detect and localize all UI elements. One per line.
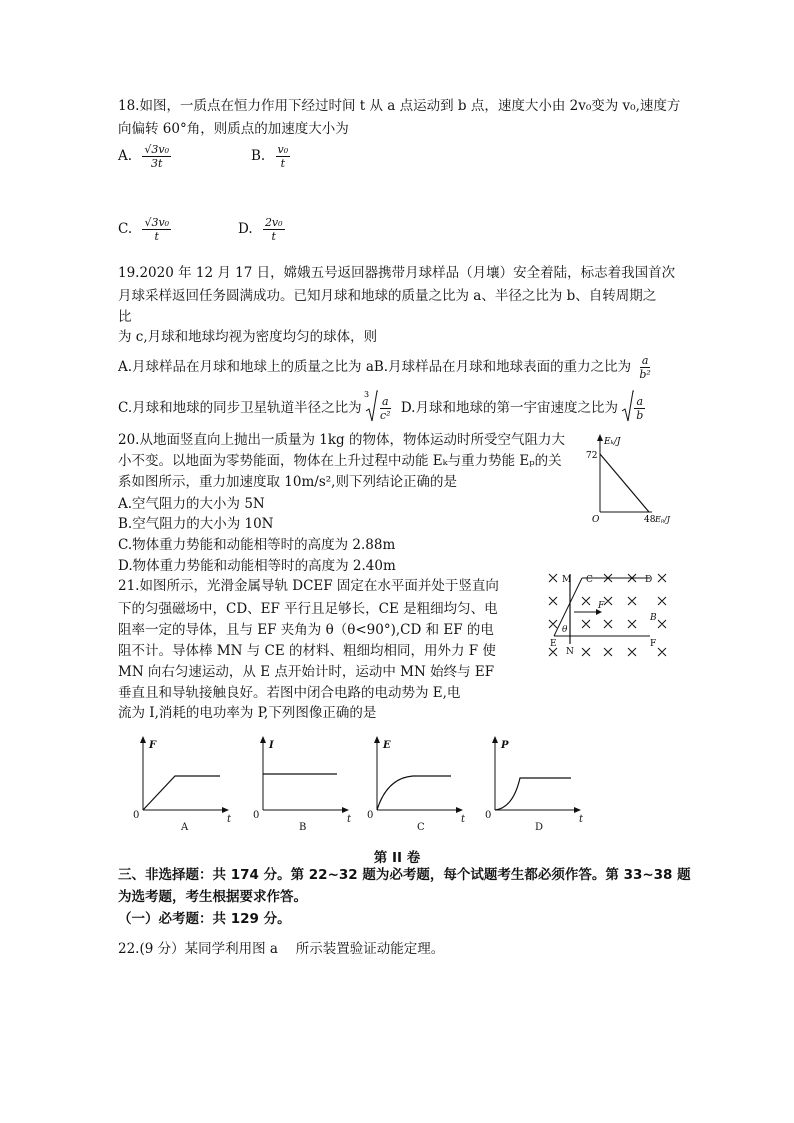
q21-line5: MN 向右匀速运动，从 E 点开始计时，运动中 MN 始终与 EF <box>118 664 495 680</box>
q21-answer-graphs <box>125 728 605 836</box>
q20-option-d: D.物体重力势能和动能相等时的高度为 2.40m <box>118 558 396 574</box>
svg-text:0: 0 <box>133 810 140 821</box>
section-title: 第 II 卷 <box>373 850 421 866</box>
q21-line3: 阻率一定的导体，且与 EF 夹角为 θ（θ<90°),CD 和 EF 的电 <box>118 622 494 638</box>
q21-line7: 流为 I,消耗的电功率为 P,下列图像正确的是 <box>118 705 377 721</box>
q18-option-b: B. $\frac{\text{v₀}}{t}$ <box>251 143 289 170</box>
q18-option-a: A. $\frac{\text{√3v₀}}{3t}$ <box>118 143 169 170</box>
svg-text:3: 3 <box>363 390 370 399</box>
svg-text:B: B <box>299 822 307 833</box>
svg-text:F: F <box>149 740 157 751</box>
q19-line3: 比 <box>118 309 132 325</box>
svg-text:t: t <box>579 814 584 825</box>
q20-ek-ep-graph <box>582 432 682 524</box>
svg-text:72: 72 <box>586 451 598 461</box>
q21-line2: 下的匀强磁场中，CD、EF 平行且足够长，CE 是粗细均匀、电 <box>118 601 498 617</box>
svg-text:I: I <box>269 740 274 751</box>
svg-text:C: C <box>417 822 425 833</box>
svg-text:48: 48 <box>644 515 656 524</box>
q19-line2: 月球采样返回任务圆满成功。已知月球和地球的质量之比为 a、半径之比为 b、自转周期之 <box>118 288 657 304</box>
svg-text:M: M <box>562 575 572 585</box>
svg-text:E: E <box>383 740 391 751</box>
svg-text:E: E <box>550 639 557 649</box>
svg-text:P: P <box>501 740 509 751</box>
q20-line1: 20.从地面竖直向上抛出一质量为 1kg 的物体，物体运动时所受空气阻力大 <box>118 432 565 448</box>
svg-text:t: t <box>347 814 352 825</box>
svg-text:Eₖ/J: Eₖ/J <box>604 437 621 447</box>
q22-line1: 22.(9 分）某同学利用图 a 所示装置验证动能定理。 <box>118 941 445 957</box>
svg-text:D: D <box>645 575 653 585</box>
q20-option-a: A.空气阻力的大小为 5N <box>118 496 265 512</box>
q18-line1: 18.如图，一质点在恒力作用下经过时间 t 从 a 点运动到 b 点，速度大小由 2v₀变为 v₀,速度方 <box>118 98 681 114</box>
svg-text:F: F <box>598 601 605 611</box>
q21-line1: 21.如图所示，光滑金属导轨 DCEF 固定在水平面并处于竖直向 <box>118 578 499 594</box>
q20-option-b: B.空气阻力的大小为 10N <box>118 516 274 532</box>
q18-line2: 向偏转 60°角，则质点的加速度大小为 <box>118 121 349 137</box>
svg-text:0: 0 <box>367 810 374 821</box>
q18-option-d: D. $\frac{\text{2v₀}}{t}$ <box>238 216 283 243</box>
svg-text:0: 0 <box>253 810 260 821</box>
q21-rail-diagram <box>542 568 674 664</box>
graph-b-current <box>263 740 345 810</box>
magnetic-field-crosses <box>549 574 666 656</box>
square-root: $\frac{a}{b}$ <box>622 395 645 422</box>
section-instructions-line2: 为选考题，考生根据要求作答。 <box>118 889 307 905</box>
svg-text:D: D <box>535 822 544 833</box>
svg-text:0: 0 <box>485 810 492 821</box>
svg-text:O: O <box>592 515 600 524</box>
q19-option-cd: C.月球和地球的同步卫星轨道半径之比为 3 $\frac{a}{\text{c²}}$ D.月球和地球的第一宇宙速度之比为 $\frac{a}{b}$ <box>118 395 645 422</box>
q20-line3: 系如图所示，重力加速度取 10m/s²,则下列结论正确的是 <box>118 474 457 490</box>
q20-option-c: C.物体重力势能和动能相等时的高度为 2.88m <box>118 537 396 553</box>
svg-text:t: t <box>227 814 232 825</box>
svg-text:Eₚ/J: Eₚ/J <box>655 515 670 524</box>
q21-line6: 垂直且和导轨接触良好。若图中闭合电路的电动势为 E,电 <box>118 685 461 701</box>
svg-text:t: t <box>461 814 466 825</box>
svg-text:F: F <box>650 639 657 649</box>
svg-text:B: B <box>650 613 657 623</box>
section-instructions-line1: 三、非选择题：共 174 分。第 22~32 题为必考题，每个试题考生都必须作答。第 33~38 题 <box>118 867 691 883</box>
svg-text:C: C <box>586 575 593 585</box>
q19-option-ab: A.月球样品在月球和地球上的质量之比为 aB.月球样品在月球和地球表面的重力之比为 $\frac{a}{\text{b²}}$ <box>118 354 651 381</box>
q21-line4: 阻不计。导体棒 MN 与 CE 的材料、粗细均相同，用外力 F 使 <box>118 643 496 659</box>
svg-text:N: N <box>566 647 574 657</box>
q19-line4: 为 c,月球和地球均视为密度均匀的球体，则 <box>118 329 378 345</box>
cube-root: 3 $\frac{a}{\text{c²}}$ <box>366 395 393 422</box>
q18-option-c: C. $\frac{\text{√3v₀}}{t}$ <box>118 216 170 243</box>
section-required-heading: （一）必考题：共 129 分。 <box>118 911 291 927</box>
svg-text:A: A <box>181 822 189 833</box>
q20-line2: 小不变。以地面为零势能面，物体在上升过程中动能 Eₖ与重力势能 Eₚ的关 <box>118 453 562 469</box>
q19-line1: 19.2020 年 12 月 17 日，嫦娥五号返回器携带月球样品（月壤）安全着陆，标志着我国首次 <box>118 265 676 281</box>
svg-text:θ: θ <box>562 625 568 635</box>
